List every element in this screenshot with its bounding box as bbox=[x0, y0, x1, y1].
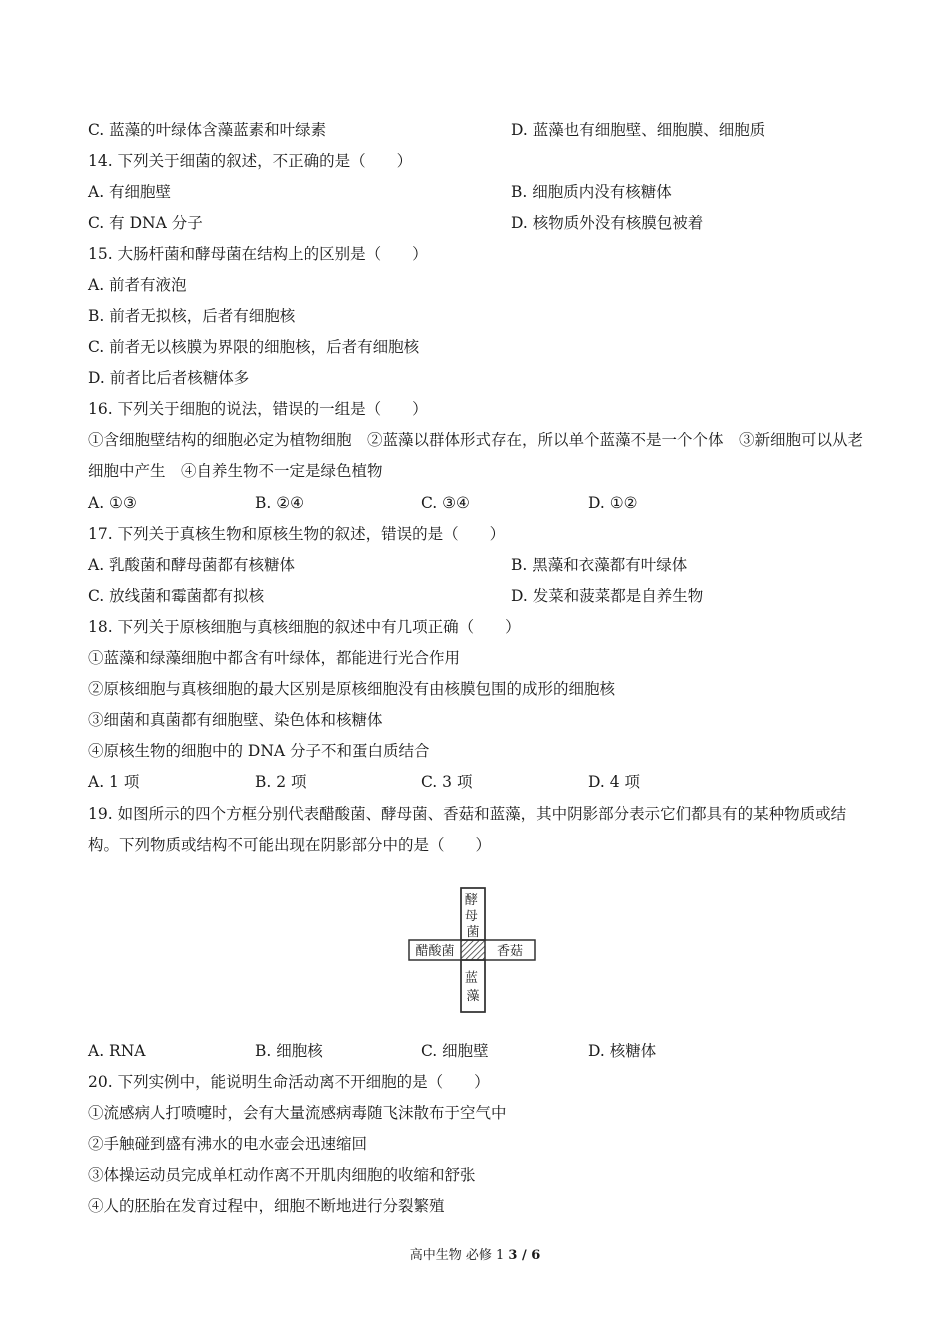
q17-option-c: C. 放线菌和霉菌都有拟核 bbox=[88, 587, 265, 605]
cross-diagram bbox=[405, 884, 539, 1016]
q18-statement-2: ②原核细胞与真核细胞的最大区别是原核细胞没有由核膜包围的成形的细胞核 bbox=[88, 680, 616, 698]
label-mushroom: 香菇 bbox=[496, 943, 524, 958]
q18-stem: 18. 下列关于原核细胞与真核细胞的叙述中有几项正确（ ） bbox=[88, 618, 521, 636]
q16-stem: 16. 下列关于细胞的说法，错误的一组是（ ） bbox=[88, 400, 428, 418]
footer-course: 高中生物 必修 1 bbox=[409, 1248, 509, 1263]
q19-option-d: D. 核糖体 bbox=[588, 1042, 657, 1060]
q16-option-c: C. ③④ bbox=[421, 494, 470, 512]
q16-option-b: B. ②④ bbox=[255, 494, 305, 512]
q19-option-c: C. 细胞壁 bbox=[421, 1042, 489, 1060]
q17-options-cd bbox=[88, 586, 868, 606]
q20-statement-3: ③体操运动员完成单杠动作离不开肌肉细胞的收缩和舒张 bbox=[88, 1166, 476, 1184]
q15-option-d: D. 前者比后者核糖体多 bbox=[88, 369, 250, 387]
q14-options-ab bbox=[88, 182, 868, 202]
q17-stem: 17. 下列关于真核生物和原核生物的叙述，错误的是（ ） bbox=[88, 525, 506, 543]
q17-option-b: B. 黑藻和衣藻都有叶绿体 bbox=[511, 556, 688, 574]
q18-option-d: D. 4 项 bbox=[588, 773, 641, 791]
q13-options-cd bbox=[88, 120, 868, 140]
q14-option-c: C. 有 DNA 分子 bbox=[88, 214, 203, 232]
q14-option-a: A. 有细胞壁 bbox=[88, 183, 172, 201]
q19-option-b: B. 细胞核 bbox=[255, 1042, 323, 1060]
q15-option-a: A. 前者有液泡 bbox=[88, 276, 187, 294]
q17-options-ab bbox=[88, 555, 868, 575]
q19-option-a: A. RNA bbox=[88, 1042, 146, 1060]
q20-stem: 20. 下列实例中，能说明生命活动离不开细胞的是（ ） bbox=[88, 1073, 490, 1091]
q16-statements: ①含细胞壁结构的细胞必定为植物细胞 ②蓝藻以群体形式存在，所以单个蓝藻不是一个个体 ③新细胞可以从老细胞中产生 ④自养生物不一定是绿色植物 bbox=[88, 431, 864, 480]
q17-option-d: D. 发菜和菠菜都是自养生物 bbox=[511, 587, 704, 605]
page-footer bbox=[0, 1247, 950, 1265]
label-yeast: 酵 母 菌 bbox=[464, 892, 480, 939]
q18-option-b: B. 2 项 bbox=[255, 773, 307, 791]
q19-stem: 19. 如图所示的四个方框分别代表醋酸菌、酵母菌、香菇和蓝藻，其中阴影部分表示它们都具有的某种物质或结构。下列物质或结构不可能出现在阴影部分中的是（ ） bbox=[88, 805, 847, 854]
q16-option-a: A. ①③ bbox=[88, 494, 137, 512]
q16-option-d: D. ①② bbox=[588, 494, 638, 512]
shaded-overlap bbox=[461, 940, 485, 960]
q15-stem: 15. 大肠杆菌和酵母菌在结构上的区别是（ ） bbox=[88, 245, 428, 263]
q14-option-b: B. 细胞质内没有核糖体 bbox=[511, 183, 672, 201]
q14-stem: 14. 下列关于细菌的叙述，不正确的是（ ） bbox=[88, 152, 413, 170]
q17-option-a: A. 乳酸菌和酵母菌都有核糖体 bbox=[88, 556, 296, 574]
q15-option-c: C. 前者无以核膜为界限的细胞核，后者有细胞核 bbox=[88, 338, 420, 356]
q20-statement-1: ①流感病人打喷嚏时，会有大量流感病毒随飞沫散布于空气中 bbox=[88, 1104, 507, 1122]
q18-option-a: A. 1 项 bbox=[88, 773, 140, 791]
q13-option-d: D. 蓝藻也有细胞壁、细胞膜、细胞质 bbox=[511, 121, 766, 139]
q15-option-b: B. 前者无拟核，后者有细胞核 bbox=[88, 307, 296, 325]
q20-statement-4: ④人的胚胎在发育过程中，细胞不断地进行分裂繁殖 bbox=[88, 1197, 445, 1215]
label-cyanobacteria: 蓝 藻 bbox=[464, 970, 480, 1003]
q14-option-d: D. 核物质外没有核膜包被着 bbox=[511, 214, 704, 232]
label-acetobacter: 醋酸菌 bbox=[415, 943, 455, 958]
q20-statement-2: ②手触碰到盛有沸水的电水壶会迅速缩回 bbox=[88, 1135, 368, 1153]
q18-statement-3: ③细菌和真菌都有细胞壁、染色体和核糖体 bbox=[88, 711, 383, 729]
q18-statement-1: ①蓝藻和绿藻细胞中都含有叶绿体，都能进行光合作用 bbox=[88, 649, 461, 667]
q18-statement-4: ④原核生物的细胞中的 DNA 分子不和蛋白质结合 bbox=[88, 742, 430, 760]
q14-options-cd bbox=[88, 213, 868, 233]
footer-page-number: 3 / 6 bbox=[508, 1248, 541, 1263]
q18-option-c: C. 3 项 bbox=[421, 773, 473, 791]
q13-option-c: C. 蓝藻的叶绿体含藻蓝素和叶绿素 bbox=[88, 121, 327, 139]
